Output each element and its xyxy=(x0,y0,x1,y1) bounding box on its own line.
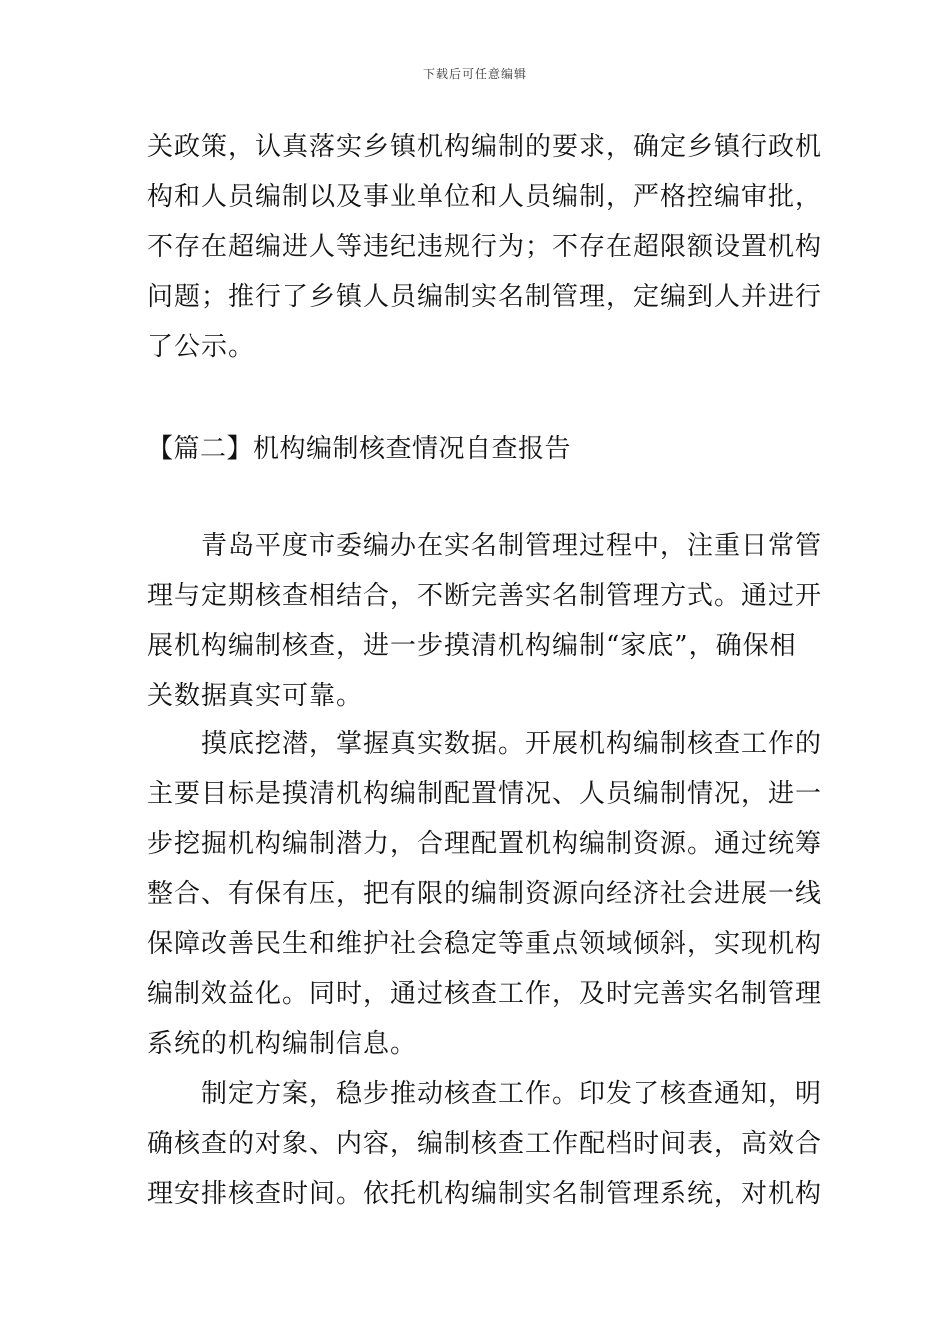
text-line: 摸底挖潜，掌握真实数据。开展机构编制核查工作的 xyxy=(147,729,823,759)
paragraph-policy xyxy=(147,122,823,372)
text-line: 不存在超编进人等违纪违规行为；不存在超限额设置机构 xyxy=(147,232,823,262)
text-line: 步挖掘机构编制潜力，合理配置机构编制资源。通过统筹 xyxy=(147,829,823,859)
text-line: 青岛平度市委编办在实名制管理过程中，注重日常管 xyxy=(147,531,823,561)
text-line: 整合、有保有压，把有限的编制资源向经济社会进展一线 xyxy=(147,879,823,909)
text-line: 主要目标是摸清机构编制配置情况、人员编制情况，进一 xyxy=(147,779,823,809)
text-line: 理与定期核查相结合，不断完善实名制管理方式。通过开 xyxy=(147,581,823,611)
text-line: 问题；推行了乡镇人员编制实名制管理，定编到人并进行 xyxy=(147,282,823,312)
text-line: 关政策，认真落实乡镇机构编制的要求，确定乡镇行政机 xyxy=(147,132,823,162)
text-line: 制定方案，稳步推动核查工作。印发了核查通知，明 xyxy=(147,1079,823,1109)
page-header: 下载后可任意编辑 xyxy=(422,67,527,81)
text-line: 系统的机构编制信息。 xyxy=(147,1029,418,1059)
text-line: 保障改善民生和维护社会稳定等重点领域倾斜，实现机构 xyxy=(147,929,823,959)
text-line: 展机构编制核查，进一步摸清机构编制“家底”，确保相 xyxy=(147,631,797,661)
text-line: 理安排核查时间。依托机构编制实名制管理系统，对机构 xyxy=(147,1179,823,1209)
paragraph-intro xyxy=(147,521,823,721)
paragraph-investigation xyxy=(147,719,823,1069)
text-line: 确核查的对象、内容，编制核查工作配档时间表，高效合 xyxy=(147,1129,823,1159)
text-line: 编制效益化。同时，通过核查工作，及时完善实名制管理 xyxy=(147,979,823,1009)
text-line: 关数据真实可靠。 xyxy=(147,681,364,711)
paragraph-plan xyxy=(147,1069,823,1219)
section-title: 【篇二】机构编制核查情况自查报告 xyxy=(147,434,572,464)
text-line: 了公示。 xyxy=(147,332,256,362)
text-line: 构和人员编制以及事业单位和人员编制，严格控编审批， xyxy=(147,182,823,212)
